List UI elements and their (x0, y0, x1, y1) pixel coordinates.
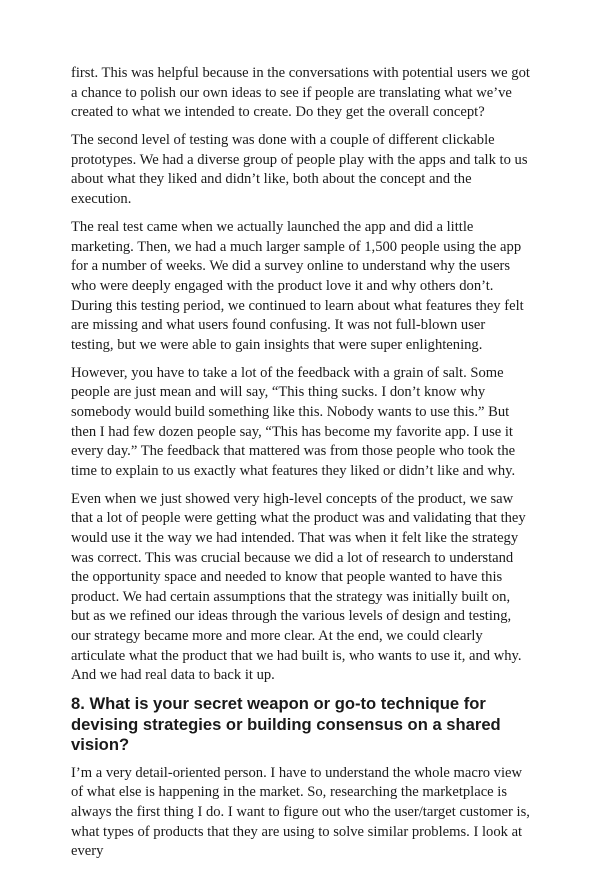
paragraph-second-level-testing: The second level of testing was done with a couple of different clickable prototypes. We had a diverse group of people play with the apps and talk to us about what they liked and didn’t like, both about the concept and the execution. (71, 132, 528, 208)
paragraph-high-level-concepts: Even when we just showed very high-level concepts of the product, we saw that a lot of people were getting what the product was and validating that they would use it the way we had intended. That was when it felt like the strategy was correct. This was crucial because we did a lot of research to understand the opportunity space and needed to know that people wanted to have this product. We had certain assumptions that the strategy was initially built on, but as we refined our ideas through the various levels of design and testing, our strategy became more and more clear. At the end, we could clearly articulate what the product that we had built is, who wants to use it, and why. And we had real data to back it up. (71, 490, 526, 684)
document-page (71, 64, 531, 870)
paragraph-intro-continued: first. This was helpful because in the conversations with potential users we got a chance to polish our own ideas to see if people are translating what we’ve created to what we intended to create. Do they get the overall concept? (71, 65, 530, 121)
paragraph-feedback-salt: However, you have to take a lot of the feedback with a grain of salt. Some people are just mean and will say, “This thing sucks. I don’t know why somebody would build something like this. Nobody wants to use this.” But then I had few dozen people say, “This has become my favorite app. I use it every day.” The feedback that mattered was from those people who took the time to explain to us exactly what features they liked or didn’t like and why. (71, 364, 516, 479)
section-heading-question-8: 8. What is your secret weapon or go-to technique for devising strategies or building consensus on a shared vision? (71, 694, 501, 755)
paragraph-detail-oriented: I’m a very detail-oriented person. I have to understand the whole macro view of what else is happening in the market. So, researching the marketplace is always the first thing I do. I want to figure out who the user/target customer is, what types of products that they are using to solve similar problems. I look at every (71, 764, 530, 860)
paragraph-real-test: The real test came when we actually launched the app and did a little marketing. Then, we had a much larger sample of 1,500 people using the app for a number of weeks. We did a survey online to understand why the users who were deeply engaged with the product love it and why others don’t. During this testing period, we continued to learn about what features they felt are missing and what users found confusing. It was not full-blown user testing, but we were able to gain insights that were super enlightening. (71, 219, 524, 353)
